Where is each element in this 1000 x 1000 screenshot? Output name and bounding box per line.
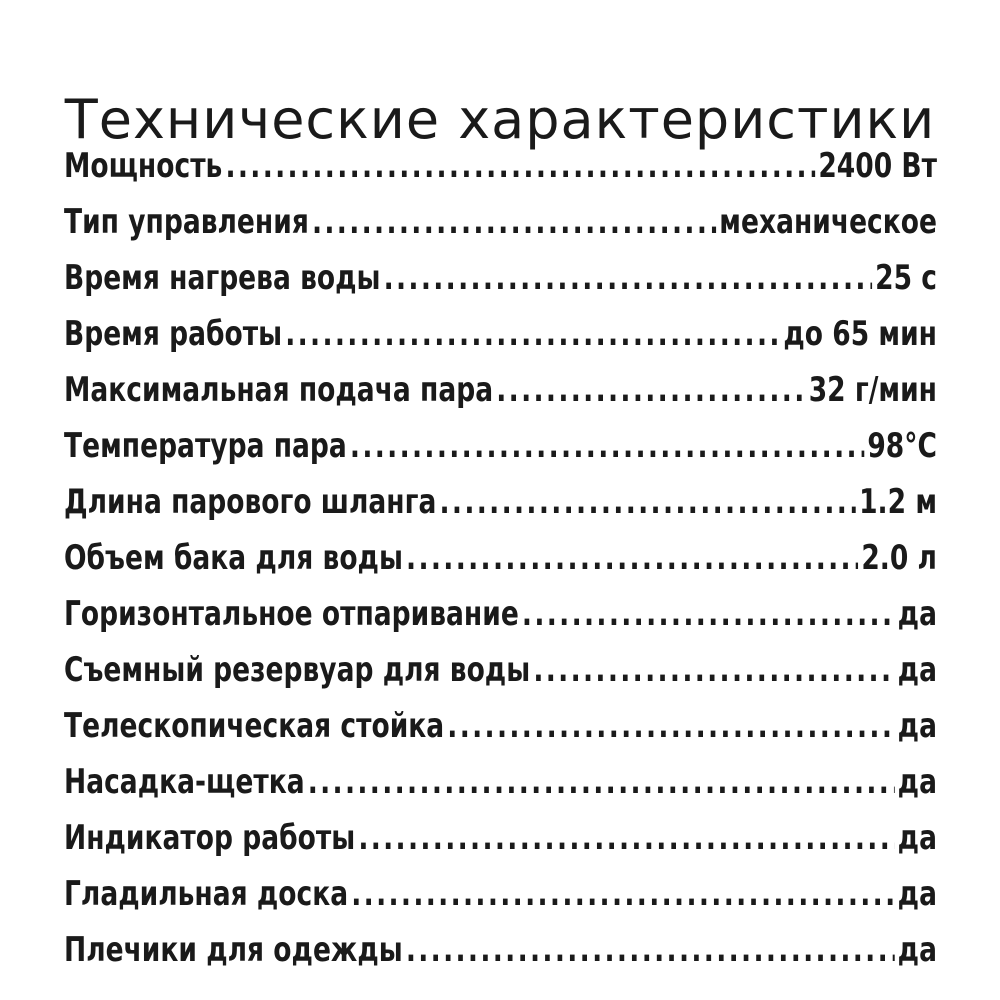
- spec-row-telescopic-stand: [64, 698, 937, 754]
- dot-leader: [384, 250, 872, 306]
- spec-value: 98°С: [867, 426, 937, 466]
- dot-leader: [308, 754, 895, 810]
- dot-leader: [358, 810, 894, 866]
- dot-leader: [447, 698, 894, 754]
- spec-row-clothes-hanger: [64, 922, 937, 978]
- spec-value: да: [897, 930, 937, 970]
- spec-row-brush-attachment: [64, 754, 937, 810]
- spec-label: Телескопическая стойка: [64, 706, 445, 746]
- spec-value: до 65 мин: [783, 314, 937, 354]
- spec-label: Температура пара: [64, 426, 347, 466]
- spec-row-tank-volume: [64, 530, 937, 586]
- spec-label: Длина парового шланга: [64, 482, 437, 522]
- spec-value: 1.2 м: [859, 482, 937, 522]
- page-title: Технические характеристики: [64, 88, 936, 152]
- dot-leader: [351, 866, 894, 922]
- spec-value: да: [897, 706, 937, 746]
- dot-leader: [406, 922, 895, 978]
- spec-row-heating-time: [64, 250, 937, 306]
- spec-row-horizontal-steaming: [64, 586, 937, 642]
- spec-label: Горизонтальное отпаривание: [64, 594, 519, 634]
- spec-label: Время работы: [64, 314, 283, 354]
- spec-value: 2.0 л: [861, 538, 937, 578]
- spec-value: 2400 Вт: [818, 146, 937, 186]
- spec-label: Насадка-щетка: [64, 762, 305, 802]
- spec-row-control-type: [64, 194, 937, 250]
- spec-label: Тип управления: [64, 202, 309, 242]
- dot-leader: [533, 642, 894, 698]
- spec-row-steam-temperature: [64, 418, 937, 474]
- spec-row-power: [64, 138, 937, 194]
- spec-row-hose-length: [64, 474, 937, 530]
- spec-value: механическое: [719, 202, 937, 242]
- spec-value: да: [897, 762, 937, 802]
- spec-value: да: [897, 818, 937, 858]
- spec-list: [64, 138, 937, 978]
- dot-leader: [350, 418, 864, 474]
- spec-value: да: [897, 874, 937, 914]
- dot-leader: [439, 474, 855, 530]
- spec-label: Максимальная подача пара: [64, 370, 494, 410]
- spec-value: 32 г/мин: [808, 370, 937, 410]
- spec-row-steam-output: [64, 362, 937, 418]
- dot-leader: [225, 138, 815, 194]
- spec-row-removable-tank: [64, 642, 937, 698]
- spec-row-operating-time: [64, 306, 937, 362]
- spec-label: Объем бака для воды: [64, 538, 403, 578]
- dot-leader: [406, 530, 858, 586]
- spec-label: Съемный резервуар для воды: [64, 650, 531, 690]
- dot-leader: [285, 306, 780, 362]
- spec-row-operation-indicator: [64, 810, 937, 866]
- spec-label: Индикатор работы: [64, 818, 356, 858]
- dot-leader: [312, 194, 716, 250]
- spec-label: Время нагрева воды: [64, 258, 381, 298]
- dot-leader: [496, 362, 805, 418]
- spec-label: Гладильная доска: [64, 874, 349, 914]
- dot-leader: [522, 586, 895, 642]
- spec-label: Плечики для одежды: [64, 930, 403, 970]
- spec-value: 25 с: [875, 258, 937, 298]
- spec-label: Мощность: [64, 146, 223, 186]
- spec-row-ironing-board: [64, 866, 937, 922]
- spec-value: да: [897, 650, 937, 690]
- spec-value: да: [897, 594, 937, 634]
